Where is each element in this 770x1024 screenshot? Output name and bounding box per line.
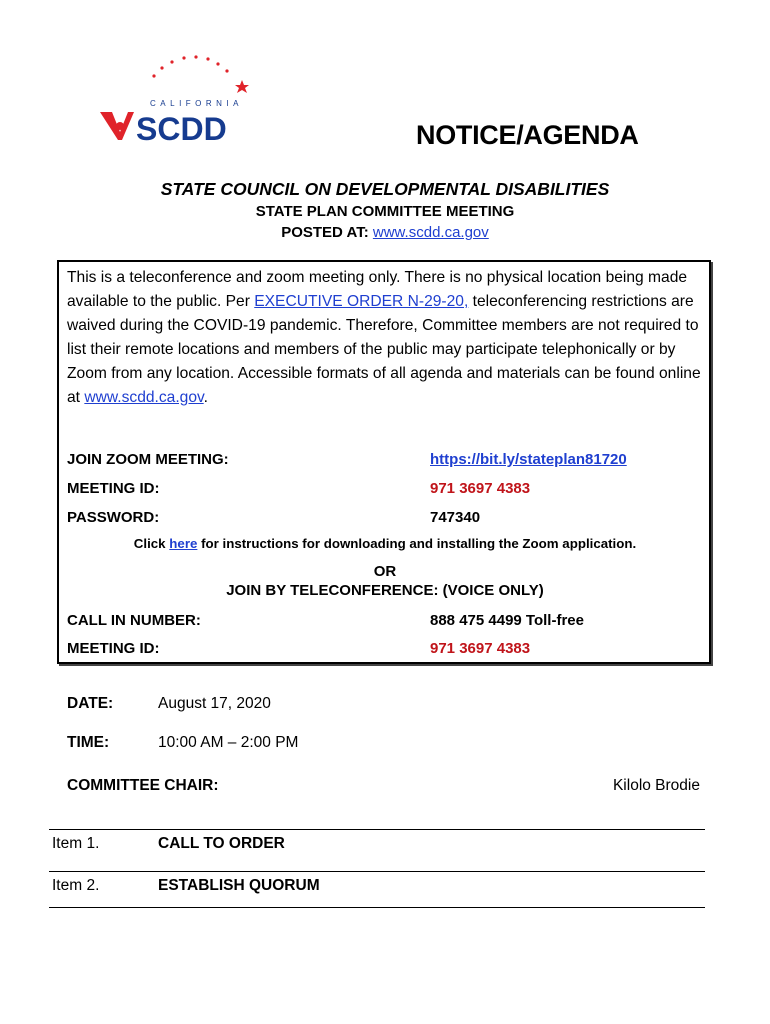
item-divider xyxy=(49,871,705,872)
teleconference-heading: JOIN BY TELECONFERENCE: (VOICE ONLY) xyxy=(226,582,544,599)
or-divider: OR xyxy=(373,563,397,580)
teleconf-meeting-id: 971 3697 4383 xyxy=(430,640,531,657)
item-number: Item 2. xyxy=(52,877,100,894)
person-head-icon xyxy=(116,122,124,130)
chair-value: Kilolo Brodie xyxy=(612,777,700,794)
page-title: NOTICE/AGENDA xyxy=(416,120,639,150)
star-icon xyxy=(235,80,249,93)
item-divider xyxy=(49,907,705,908)
click-word: Click xyxy=(133,536,166,551)
join-zoom-label: JOIN ZOOM MEETING: xyxy=(67,451,229,468)
logo-state-text: CALIFORNIA xyxy=(150,99,244,108)
date-label: DATE: xyxy=(67,695,114,712)
item-divider xyxy=(49,829,705,830)
call-in-label: CALL IN NUMBER: xyxy=(67,612,201,629)
intro-paragraph xyxy=(67,266,707,410)
click-rest: for instructions for downloading and installing the Zoom application. xyxy=(201,536,637,551)
date-value: August 17, 2020 xyxy=(158,695,271,712)
intro-text-1: This is a teleconference and zoom meeting only. There is no physical location being made available to the public. Per xyxy=(67,269,688,310)
time-label: TIME: xyxy=(67,734,110,751)
teleconf-meeting-id-label: MEETING ID: xyxy=(67,640,160,657)
zoom-meeting-id: 971 3697 4383 xyxy=(430,480,531,497)
council-name: STATE COUNCIL ON DEVELOPMENTAL DISABILITIES xyxy=(160,179,610,199)
scdd-logo xyxy=(96,52,256,147)
zoom-link[interactable]: https://bit.ly/stateplan81720 xyxy=(430,451,627,468)
star-arc xyxy=(152,55,249,93)
item-title: CALL TO ORDER xyxy=(158,835,285,852)
zoom-instructions-line xyxy=(0,536,770,551)
call-in-number: 888 475 4499 Toll-free xyxy=(430,612,584,629)
item-number: Item 1. xyxy=(52,835,100,852)
posted-link[interactable]: www.scdd.ca.gov xyxy=(372,224,489,241)
logo-org-text: SCDD xyxy=(136,111,227,147)
intro-text-3: . xyxy=(203,389,209,406)
posted-label: POSTED AT: xyxy=(281,224,369,241)
password-value: 747340 xyxy=(430,509,481,526)
zoom-meeting-id-label: MEETING ID: xyxy=(67,480,160,497)
executive-order-link[interactable]: EXECUTIVE ORDER N-29-20, xyxy=(254,293,469,310)
item-title: ESTABLISH QUORUM xyxy=(158,877,320,894)
intro-text-2: teleconferencing restrictions are waived during the COVID-19 pandemic. Therefore, Committee members are not required to list their remote locations and members of the public may participate telephonically or by Zoom from any location. Accessible formats of all agenda and materials can be found online at xyxy=(67,293,701,406)
chair-label: COMMITTEE CHAIR: xyxy=(67,777,219,794)
here-link[interactable]: here xyxy=(169,536,198,551)
site-link[interactable]: www.scdd.ca.gov xyxy=(84,389,204,406)
password-label: PASSWORD: xyxy=(67,509,160,526)
time-value: 10:00 AM – 2:00 PM xyxy=(158,734,299,751)
meeting-name: STATE PLAN COMMITTEE MEETING xyxy=(255,203,515,220)
posted-line xyxy=(0,224,770,241)
